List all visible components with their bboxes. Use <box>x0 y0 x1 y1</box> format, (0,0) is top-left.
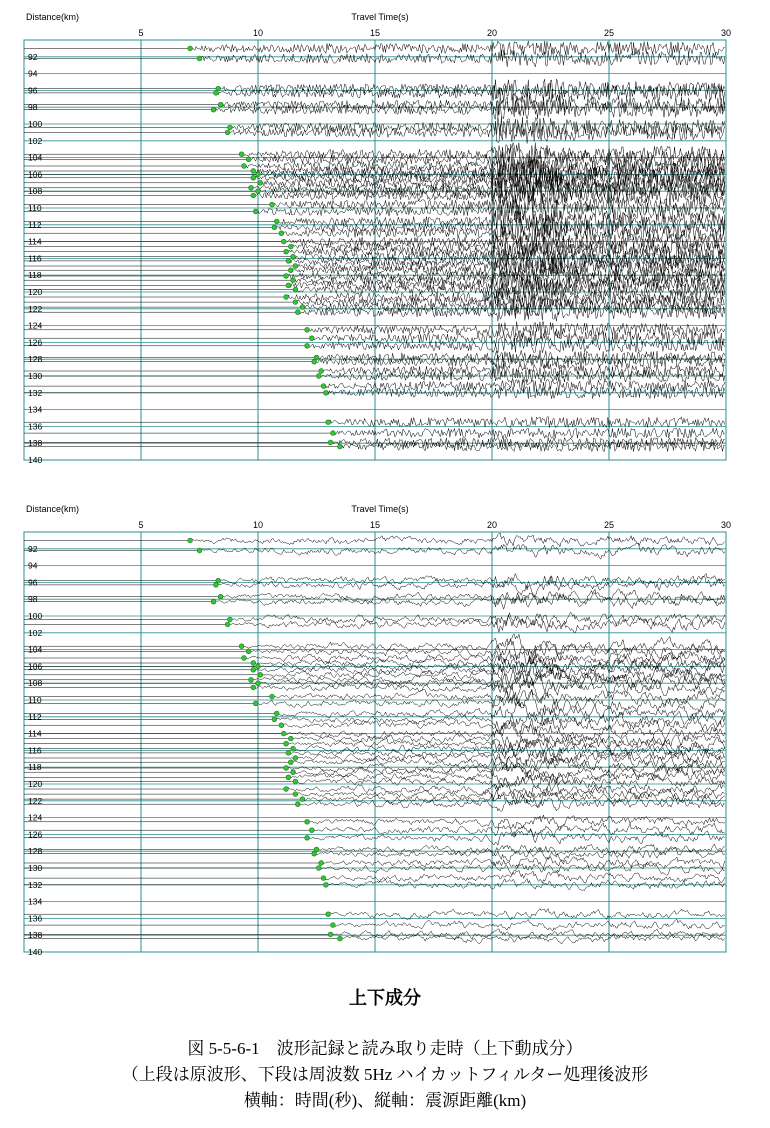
pick-marker <box>239 644 244 649</box>
y-tick-label: 120 <box>28 287 43 297</box>
y-tick-label: 100 <box>28 119 43 129</box>
pick-marker <box>284 766 289 771</box>
component-label: 上下成分 <box>349 988 421 1008</box>
waveform-trace <box>24 919 725 931</box>
pick-marker <box>295 310 300 315</box>
y-tick-label: 106 <box>28 661 43 672</box>
pick-marker <box>270 202 275 207</box>
y-tick-label: 102 <box>28 627 43 638</box>
y-tick-label: 130 <box>28 371 43 381</box>
pick-marker <box>321 876 326 881</box>
pick-marker <box>228 617 233 622</box>
y-tick-label: 116 <box>28 253 42 264</box>
pick-marker <box>328 440 333 445</box>
first-arrival-picks <box>188 46 343 449</box>
grid <box>24 532 726 952</box>
pick-marker <box>324 882 329 887</box>
waveform-trace <box>24 613 725 628</box>
x-tick-label: 20 <box>486 520 498 530</box>
waveform-trace <box>24 543 725 559</box>
y-tick-label: 118 <box>28 270 42 281</box>
pick-marker <box>293 264 298 269</box>
y-tick-label: 130 <box>28 863 43 873</box>
pick-marker <box>214 91 219 96</box>
waveform-trace <box>24 331 725 347</box>
y-tick-label: 138 <box>28 930 43 941</box>
pick-marker <box>284 787 289 792</box>
pick-marker <box>256 681 261 686</box>
y-tick-label: 98 <box>28 594 38 605</box>
pick-marker <box>309 828 314 833</box>
pick-marker <box>251 169 256 174</box>
y-tick-label: 96 <box>28 85 38 96</box>
y-tick-label: 140 <box>28 455 43 465</box>
y-tick-label: 136 <box>28 913 43 924</box>
y-tick-label: 94 <box>28 68 38 79</box>
y-tick-label: 102 <box>28 135 43 146</box>
y-tick-label: 106 <box>28 169 43 180</box>
pick-marker <box>293 779 298 784</box>
pick-marker <box>305 835 310 840</box>
y-tick-label: 92 <box>28 51 38 62</box>
pick-marker <box>338 936 343 941</box>
pick-marker <box>258 672 263 677</box>
waveform-trace <box>24 689 725 709</box>
waveform-trace <box>24 121 725 143</box>
waveform-trace <box>24 350 725 365</box>
y-tick-label: 122 <box>28 795 43 806</box>
pick-marker <box>316 374 321 379</box>
pick-marker <box>305 327 310 332</box>
y-tick-label: 108 <box>28 678 43 689</box>
pick-marker <box>284 249 289 254</box>
pick-marker <box>331 431 336 436</box>
pick-marker <box>272 225 277 230</box>
pick-marker <box>274 711 279 716</box>
y-tick-label: 94 <box>28 560 38 571</box>
y-tick-label: 122 <box>28 303 43 314</box>
pick-marker <box>300 797 305 802</box>
pick-marker <box>211 107 216 112</box>
pick-marker <box>249 185 254 190</box>
pick-marker <box>305 343 310 348</box>
pick-marker <box>246 157 251 162</box>
y-axis-label: Distance(km) <box>26 12 80 22</box>
pick-marker <box>288 244 293 249</box>
pick-marker <box>293 756 298 761</box>
x-tick-label: 25 <box>603 28 615 38</box>
waveform-trace <box>24 870 725 883</box>
pick-marker <box>281 731 286 736</box>
x-tick-label: 20 <box>486 28 498 38</box>
pick-marker <box>286 775 291 780</box>
pick-marker <box>218 594 223 599</box>
pick-marker <box>331 923 336 928</box>
y-tick-label: 114 <box>28 236 42 247</box>
pick-marker <box>284 741 289 746</box>
y-tick-label: 112 <box>28 219 42 230</box>
waveform-trace <box>24 680 725 702</box>
pick-marker <box>312 359 317 364</box>
waveform-trace <box>24 847 725 862</box>
pick-marker <box>239 152 244 157</box>
pick-marker <box>218 102 223 107</box>
pick-marker <box>284 274 289 279</box>
pick-marker <box>316 866 321 871</box>
pick-marker <box>270 694 275 699</box>
y-tick-label: 124 <box>28 812 43 823</box>
waveform-trace <box>24 50 725 67</box>
x-tick-label: 10 <box>252 28 264 38</box>
pick-marker <box>293 287 298 292</box>
pick-marker <box>293 300 298 305</box>
pick-marker <box>281 239 286 244</box>
waveform-trace <box>24 830 725 845</box>
pick-marker <box>188 538 193 543</box>
x-tick-label: 5 <box>138 28 144 38</box>
waveform-traces <box>24 41 725 452</box>
pick-marker <box>328 932 333 937</box>
pick-marker <box>256 189 261 194</box>
waveform-trace <box>24 338 725 353</box>
y-tick-label: 116 <box>28 745 42 756</box>
waveform-trace <box>24 533 725 547</box>
waveform-trace <box>24 634 725 659</box>
pick-marker <box>286 751 291 756</box>
pick-marker <box>251 685 256 690</box>
y-tick-label: 112 <box>28 711 42 722</box>
y-tick-label: 100 <box>28 611 43 621</box>
waveform-trace <box>24 593 725 610</box>
pick-marker <box>251 175 256 180</box>
waveform-trace <box>24 41 725 56</box>
pick-marker <box>293 792 298 797</box>
pick-marker <box>326 420 331 425</box>
waveform-trace <box>24 143 725 166</box>
pick-marker <box>288 268 293 273</box>
pick-marker <box>295 802 300 807</box>
y-tick-label: 110 <box>28 695 42 705</box>
waveform-trace <box>24 576 725 597</box>
pick-marker <box>286 259 291 264</box>
pick-marker <box>251 193 256 198</box>
waveform-trace <box>24 672 725 696</box>
waveform-trace <box>24 863 725 876</box>
pick-marker <box>274 219 279 224</box>
y-tick-label: 104 <box>28 152 43 163</box>
pick-marker <box>338 444 343 449</box>
y-tick-label: 110 <box>28 203 42 213</box>
y-tick-label: 128 <box>28 354 43 365</box>
y-tick-label: 114 <box>28 728 42 739</box>
waveform-trace <box>24 280 725 300</box>
waveform-trace <box>24 210 725 234</box>
pick-marker <box>211 599 216 604</box>
x-tick-label: 30 <box>720 28 732 38</box>
pick-marker <box>291 278 296 283</box>
y-tick-label: 124 <box>28 320 43 331</box>
x-tick-label: 30 <box>720 520 732 530</box>
x-tick-label: 25 <box>603 520 615 530</box>
pick-marker <box>291 746 296 751</box>
pick-marker <box>242 656 247 661</box>
pick-marker <box>228 125 233 130</box>
waveform-trace <box>24 929 725 939</box>
waveform-trace <box>24 79 725 98</box>
x-tick-label: 15 <box>369 28 381 38</box>
filtered-waveform-chart <box>0 492 770 962</box>
waveform-trace <box>24 303 725 321</box>
pick-marker <box>253 701 258 706</box>
waveform-trace <box>24 266 725 286</box>
pick-marker <box>279 231 284 236</box>
waveform-trace <box>24 437 725 447</box>
seismogram-panel-filtered <box>0 492 770 962</box>
pick-marker <box>246 649 251 654</box>
y-tick-label: 140 <box>28 947 43 957</box>
seismogram-panel-raw <box>0 0 770 470</box>
y-tick-label: 134 <box>28 404 43 415</box>
y-tick-label: 120 <box>28 779 43 789</box>
pick-marker <box>197 548 202 553</box>
y-tick-label: 136 <box>28 421 43 432</box>
pick-marker <box>305 819 310 824</box>
y-tick-label: 108 <box>28 186 43 197</box>
pick-marker <box>251 667 256 672</box>
x-axis-label: Travel Time(s) <box>351 504 409 514</box>
pick-marker <box>258 180 263 185</box>
y-tick-label: 138 <box>28 438 43 449</box>
pick-marker <box>249 677 254 682</box>
waveform-trace <box>24 857 725 870</box>
pick-marker <box>214 583 219 588</box>
waveform-trace <box>24 428 725 438</box>
y-tick-label: 132 <box>28 387 43 398</box>
pick-marker <box>225 622 230 627</box>
pick-marker <box>251 661 256 666</box>
raw-waveform-chart <box>0 0 770 470</box>
pick-marker <box>300 305 305 310</box>
pick-marker <box>286 283 291 288</box>
pick-marker <box>188 46 193 51</box>
y-tick-label: 134 <box>28 896 43 907</box>
pick-marker <box>326 912 331 917</box>
y-tick-label: 128 <box>28 846 43 857</box>
waveform-trace <box>24 781 725 797</box>
x-axis-label: Travel Time(s) <box>351 12 409 22</box>
y-tick-label: 126 <box>28 337 43 348</box>
y-tick-label: 98 <box>28 102 38 113</box>
pick-marker <box>319 861 324 866</box>
pick-marker <box>242 164 247 169</box>
y-tick-label: 96 <box>28 577 38 588</box>
x-tick-label: 10 <box>252 520 264 530</box>
pick-marker <box>309 336 314 341</box>
pick-marker <box>225 130 230 135</box>
caption-line-1: 図 5-5-6-1 波形記録と読み取り走時（上下動成分） <box>187 1039 583 1058</box>
y-tick-label: 104 <box>28 644 43 655</box>
y-tick-label: 132 <box>28 879 43 890</box>
pick-marker <box>256 664 261 669</box>
pick-marker <box>279 723 284 728</box>
pick-marker <box>253 209 258 214</box>
y-tick-label: 92 <box>28 543 38 554</box>
pick-marker <box>197 56 202 61</box>
waveform-traces <box>24 533 725 944</box>
pick-marker <box>288 760 293 765</box>
pick-marker <box>288 736 293 741</box>
caption-line-3: 横軸：時間(秒)、縦軸：震源距離(km) <box>243 1091 527 1110</box>
pick-marker <box>256 172 261 177</box>
x-tick-label: 5 <box>138 520 144 530</box>
pick-marker <box>312 851 317 856</box>
pick-marker <box>291 254 296 259</box>
pick-marker <box>324 390 329 395</box>
caption-line-2: （上段は原波形、下段は周波数 5Hz ハイカットフィルター処理後波形 <box>121 1065 649 1084</box>
y-tick-label: 118 <box>28 762 42 773</box>
waveform-trace <box>24 236 725 258</box>
pick-marker <box>284 295 289 300</box>
figure-caption <box>0 1036 770 1114</box>
x-tick-label: 15 <box>369 520 381 530</box>
y-axis-label: Distance(km) <box>26 504 80 514</box>
pick-marker <box>321 384 326 389</box>
waveform-trace <box>24 117 725 137</box>
pick-marker <box>291 770 296 775</box>
y-tick-label: 126 <box>28 829 43 840</box>
pick-marker <box>319 369 324 374</box>
waveform-trace <box>24 194 725 217</box>
pick-marker <box>272 717 277 722</box>
